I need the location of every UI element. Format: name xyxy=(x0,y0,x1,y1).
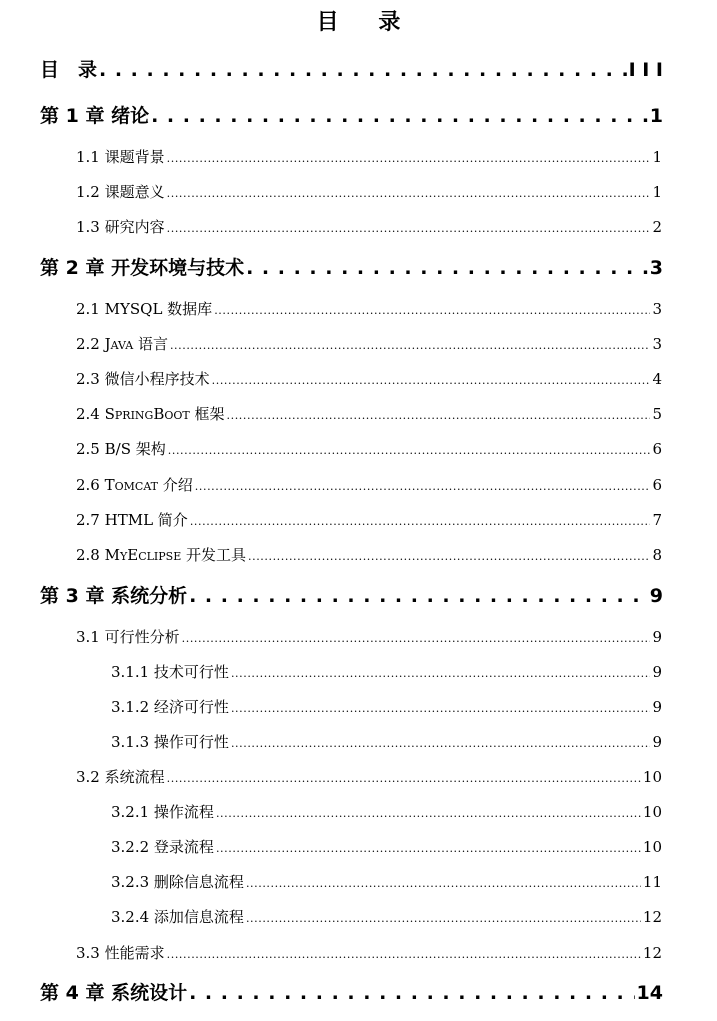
toc-entry[interactable] xyxy=(40,254,663,282)
toc-entry-label: 2.1 MYSQL 数据库 xyxy=(76,300,213,318)
toc-entry[interactable] xyxy=(76,146,662,170)
dot-leader xyxy=(99,56,627,84)
toc-entry[interactable] xyxy=(111,906,662,930)
dot-leader xyxy=(246,871,641,895)
dot-leader xyxy=(246,254,648,282)
dot-leader xyxy=(189,582,648,610)
dot-leader xyxy=(231,696,651,720)
toc-entry[interactable] xyxy=(76,509,662,533)
toc-entry-page: 4 xyxy=(652,370,662,388)
toc-entry-label: 3.1.2 经济可行性 xyxy=(111,698,229,716)
toc-entry[interactable] xyxy=(76,942,662,966)
toc-entry-page: 3 xyxy=(652,335,662,353)
toc-entry-label: 第 3 章 系统分析 xyxy=(40,585,188,607)
toc-entry-page: 9 xyxy=(652,698,662,716)
toc-entry-label: 3.1.3 操作可行性 xyxy=(111,733,229,751)
toc-entry-label: 3.2.2 登录流程 xyxy=(111,838,214,856)
dot-leader xyxy=(168,438,651,462)
dot-leader xyxy=(216,801,641,825)
toc-entry-page: 3 xyxy=(649,257,663,279)
toc-entry[interactable] xyxy=(40,102,663,130)
toc-entry-label: 2.6 Tomcat 介绍 xyxy=(76,476,193,494)
toc-entry-label: 1.2 课题意义 xyxy=(76,183,165,201)
toc-entry[interactable] xyxy=(40,979,663,1007)
dot-leader xyxy=(167,766,641,790)
dot-leader xyxy=(246,906,641,930)
dot-leader xyxy=(248,544,650,568)
toc-entry-label: 第 1 章 绪论 xyxy=(40,105,150,127)
toc-entry-page: 9 xyxy=(649,585,663,607)
toc-entry-label: 3.2.1 操作流程 xyxy=(111,803,214,821)
toc-entry-page: 9 xyxy=(652,733,662,751)
toc-entry-label: 3.2.4 添加信息流程 xyxy=(111,908,244,926)
toc-entry-label: 3.1 可行性分析 xyxy=(76,628,180,646)
toc-entry-page: 14 xyxy=(636,982,663,1004)
toc-entry-label: 1.1 课题背景 xyxy=(76,148,165,166)
toc-entry-page: 12 xyxy=(642,908,662,926)
dot-leader xyxy=(189,979,634,1007)
toc-entry-label: 3.2 系统流程 xyxy=(76,768,165,786)
dot-leader xyxy=(216,836,641,860)
toc-entry-page: 10 xyxy=(642,803,662,821)
toc-entry[interactable] xyxy=(111,661,662,685)
toc-entry[interactable] xyxy=(76,766,662,790)
dot-leader xyxy=(151,102,648,130)
toc-entry[interactable] xyxy=(111,871,662,895)
toc-entry[interactable] xyxy=(76,474,662,498)
toc-entry-label: 2.8 MyEclipse 开发工具 xyxy=(76,546,246,564)
toc-entry-page: 7 xyxy=(652,511,662,529)
dot-leader xyxy=(167,146,651,170)
dot-leader xyxy=(231,731,651,755)
toc-entry-page: 12 xyxy=(642,944,662,962)
toc-entry-page: 8 xyxy=(652,546,662,564)
dot-leader xyxy=(170,333,651,357)
toc-entry[interactable] xyxy=(76,626,662,650)
toc-entry[interactable] xyxy=(76,216,662,240)
dot-leader xyxy=(212,368,651,392)
toc-entry[interactable] xyxy=(76,181,662,205)
toc-entry-label: 2.4 SpringBoot 框架 xyxy=(76,405,225,423)
dot-leader xyxy=(195,474,651,498)
toc-entry[interactable] xyxy=(111,836,662,860)
toc-entry-page: 9 xyxy=(652,628,662,646)
toc-entry-page: 6 xyxy=(652,476,662,494)
toc-entry[interactable] xyxy=(76,298,662,322)
page-title: 目 录 xyxy=(316,10,417,35)
toc-entry-label: 目 录 xyxy=(40,59,98,81)
toc-entry-page: 1 xyxy=(649,105,663,127)
toc-entry[interactable] xyxy=(76,333,662,357)
toc-entry[interactable] xyxy=(111,731,662,755)
dot-leader xyxy=(214,298,650,322)
toc-entry[interactable] xyxy=(76,368,662,392)
toc-entry-page: 10 xyxy=(642,838,662,856)
dot-leader xyxy=(167,216,651,240)
toc-entry-page: 11 xyxy=(642,873,662,891)
toc-entry[interactable] xyxy=(76,544,662,568)
dot-leader xyxy=(231,661,651,685)
toc-entry-page: 5 xyxy=(652,405,662,423)
toc-entry-page: 10 xyxy=(642,768,662,786)
toc-entry-label: 第 4 章 系统设计 xyxy=(40,982,188,1004)
toc-entry-label: 第 2 章 开发环境与技术 xyxy=(40,257,245,279)
toc-entry-label: 2.7 HTML 简介 xyxy=(76,511,188,529)
toc-entry[interactable] xyxy=(111,696,662,720)
toc-entry-label: 3.1.1 技术可行性 xyxy=(111,663,229,681)
toc-entry-page: 1 xyxy=(652,183,662,201)
toc-entry-page: I I I xyxy=(628,59,663,81)
dot-leader xyxy=(167,181,651,205)
toc-entry-page: 6 xyxy=(652,440,662,458)
toc-entry-label: 3.3 性能需求 xyxy=(76,944,165,962)
dot-leader xyxy=(182,626,651,650)
dot-leader xyxy=(190,509,651,533)
toc-entry-page: 2 xyxy=(652,218,662,236)
toc-entry-page: 9 xyxy=(652,663,662,681)
toc-entry[interactable] xyxy=(40,56,663,84)
toc-entry-label: 2.3 微信小程序技术 xyxy=(76,370,210,388)
toc-entry-page: 3 xyxy=(652,300,662,318)
dot-leader xyxy=(167,942,641,966)
toc-entry[interactable] xyxy=(76,403,662,427)
toc-entry-label: 1.3 研究内容 xyxy=(76,218,165,236)
toc-entry-page: 1 xyxy=(652,148,662,166)
toc-entry-label: 2.2 Java 语言 xyxy=(76,335,168,353)
toc-entry[interactable] xyxy=(111,801,662,825)
toc-entry[interactable] xyxy=(76,438,662,462)
toc-entry[interactable] xyxy=(40,582,663,610)
toc-entry-label: 3.2.3 删除信息流程 xyxy=(111,873,244,891)
toc-entry-label: 2.5 B/S 架构 xyxy=(76,440,166,458)
dot-leader xyxy=(227,403,651,427)
